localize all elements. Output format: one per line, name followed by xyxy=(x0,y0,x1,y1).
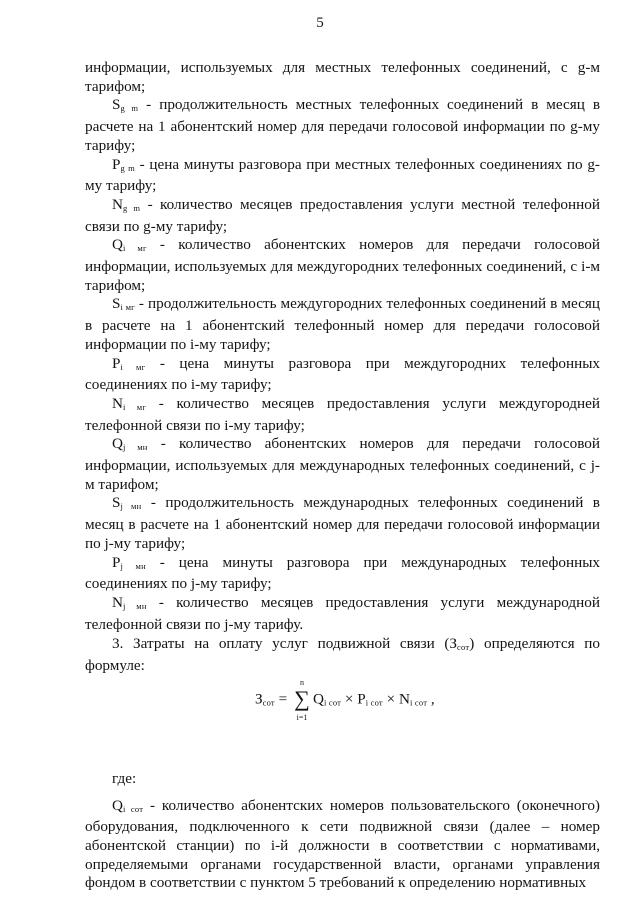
definition-paragraph xyxy=(85,554,600,594)
page-number: 5 xyxy=(316,15,324,31)
variable-symbol: P xyxy=(112,354,121,372)
formula-term-q: Q xyxy=(313,690,324,708)
section-3-intro xyxy=(85,635,600,675)
definition-text: информации, используемых для местных телефонных соединений, с g-м тарифом; xyxy=(85,59,600,95)
definition-paragraph xyxy=(85,355,600,395)
variable-subscript: i мг xyxy=(122,401,147,412)
definition-text: - цена минуты разговора при междугородних телефонных соединениях по i-му тарифу; xyxy=(85,354,600,394)
definition-paragraph xyxy=(85,96,600,155)
variable-symbol: S xyxy=(112,494,121,512)
definition-text: - продолжительность междугородних телефонных соединений в месяц в расчете на 1 абонентский телефонный номер для передачи голосовой информации по i-му тарифу; xyxy=(85,295,600,353)
final-text: - количество абонентских номеров пользовательского (оконечного) оборудования, подключенного к сети подвижной связи (далее – номер абонентской станции) по i-й должности в соответствии с нормативами, определяемыми органами государственной власти, органами управления фондом в соответствии с пунктом 5 требований к определению нормативных xyxy=(85,796,600,892)
definitions-list xyxy=(85,59,600,634)
variable-symbol: S xyxy=(112,96,121,114)
definition-text: - количество месяцев предоставления услуги местной телефонной связи по g-му тарифу; xyxy=(85,195,600,235)
formula-times-2: × xyxy=(382,690,400,708)
variable-subscript: g m xyxy=(120,162,135,173)
variable-symbol: Q xyxy=(112,435,123,453)
definition-paragraph xyxy=(85,435,600,494)
variable-subscript: j мн xyxy=(122,600,147,611)
formula-lhs: З xyxy=(255,690,263,708)
definition-text: - количество месяцев предоставления услуги междугородней телефонной связи по i-му тарифу; xyxy=(85,394,600,434)
definition-paragraph xyxy=(85,196,600,236)
variable-symbol: P xyxy=(112,155,121,173)
final-definition xyxy=(85,797,600,894)
cost-formula xyxy=(85,677,600,744)
formula-term-n: N xyxy=(399,690,410,708)
final-symbol: Q xyxy=(112,796,123,814)
variable-symbol: P xyxy=(112,553,121,571)
formula-term-q-sub: i сот xyxy=(323,697,342,708)
formula-expression xyxy=(255,677,435,722)
sum-sign: ∑ xyxy=(294,685,310,711)
variable-symbol: Q xyxy=(112,236,123,254)
definition-text: - цена минуты разговора при местных телефонных соединениях по g-му тарифу; xyxy=(85,155,600,195)
section-3-lead: 3. Затраты на оплату услуг подвижной связи (З xyxy=(112,635,458,653)
definition-paragraph xyxy=(85,59,600,96)
variable-subscript: g m xyxy=(122,202,141,213)
definition-text: - количество месяцев предоставления услуги международной телефонной связи по j-му тарифу. xyxy=(85,593,600,633)
variable-subscript: i мг xyxy=(120,361,146,372)
variable-subscript: i мг xyxy=(122,243,147,254)
formula-equals: = xyxy=(274,690,292,708)
definition-paragraph xyxy=(85,295,600,354)
sum-lower-limit: i=1 xyxy=(296,712,308,722)
final-symbol-sub: i сот xyxy=(122,803,144,814)
section-3-lead-sub: сот xyxy=(457,642,470,653)
summation xyxy=(292,677,312,722)
definition-paragraph xyxy=(85,594,600,634)
variable-symbol: S xyxy=(112,295,121,313)
definition-text: - количество абонентских номеров для передачи голосовой информации, используемых для междугородних телефонных соединений, с i-м тарифом; xyxy=(85,236,600,294)
where-label: где: xyxy=(112,769,137,787)
variable-symbol: N xyxy=(112,195,123,213)
formula-times-1: × xyxy=(341,690,358,708)
section-3-tail: ) определяются по формуле: xyxy=(85,635,600,675)
variable-subscript: j мн xyxy=(122,442,148,453)
document-body xyxy=(85,59,600,893)
variable-symbol: N xyxy=(112,593,123,611)
definition-paragraph xyxy=(85,236,600,295)
variable-subscript: g m xyxy=(120,103,139,114)
definition-paragraph xyxy=(85,494,600,553)
definition-paragraph xyxy=(85,395,600,435)
formula-term-n-sub: i сот xyxy=(410,697,428,708)
definition-paragraph xyxy=(85,156,600,196)
formula-lhs-sub: сот xyxy=(262,697,275,708)
variable-symbol: N xyxy=(112,394,123,412)
variable-subscript: i мг xyxy=(120,302,135,313)
formula-term-p-sub: i сот xyxy=(365,697,383,708)
sum-upper-limit: n xyxy=(300,677,305,687)
definition-text: - цена минуты разговора при международных телефонных соединениях по j-му тарифу; xyxy=(85,553,601,593)
definition-text: - продолжительность международных телефонных соединений в месяц в расчете на 1 абонентский номер для передачи голосовой информации по j-му тарифу; xyxy=(85,494,600,552)
definition-text: - количество абонентских номеров для передачи голосовой информации, используемых для международных телефонных соединений, с j-м тарифом; xyxy=(85,435,601,493)
formula-end: , xyxy=(427,690,435,708)
variable-subscript: j мн xyxy=(120,560,146,571)
formula-term-p: P xyxy=(357,690,366,708)
variable-subscript: j мн xyxy=(120,501,142,512)
definition-text: - продолжительность местных телефонных соединений в месяц в расчете на 1 абонентский номер для передачи голосовой информации по g-му тарифу; xyxy=(85,96,600,154)
